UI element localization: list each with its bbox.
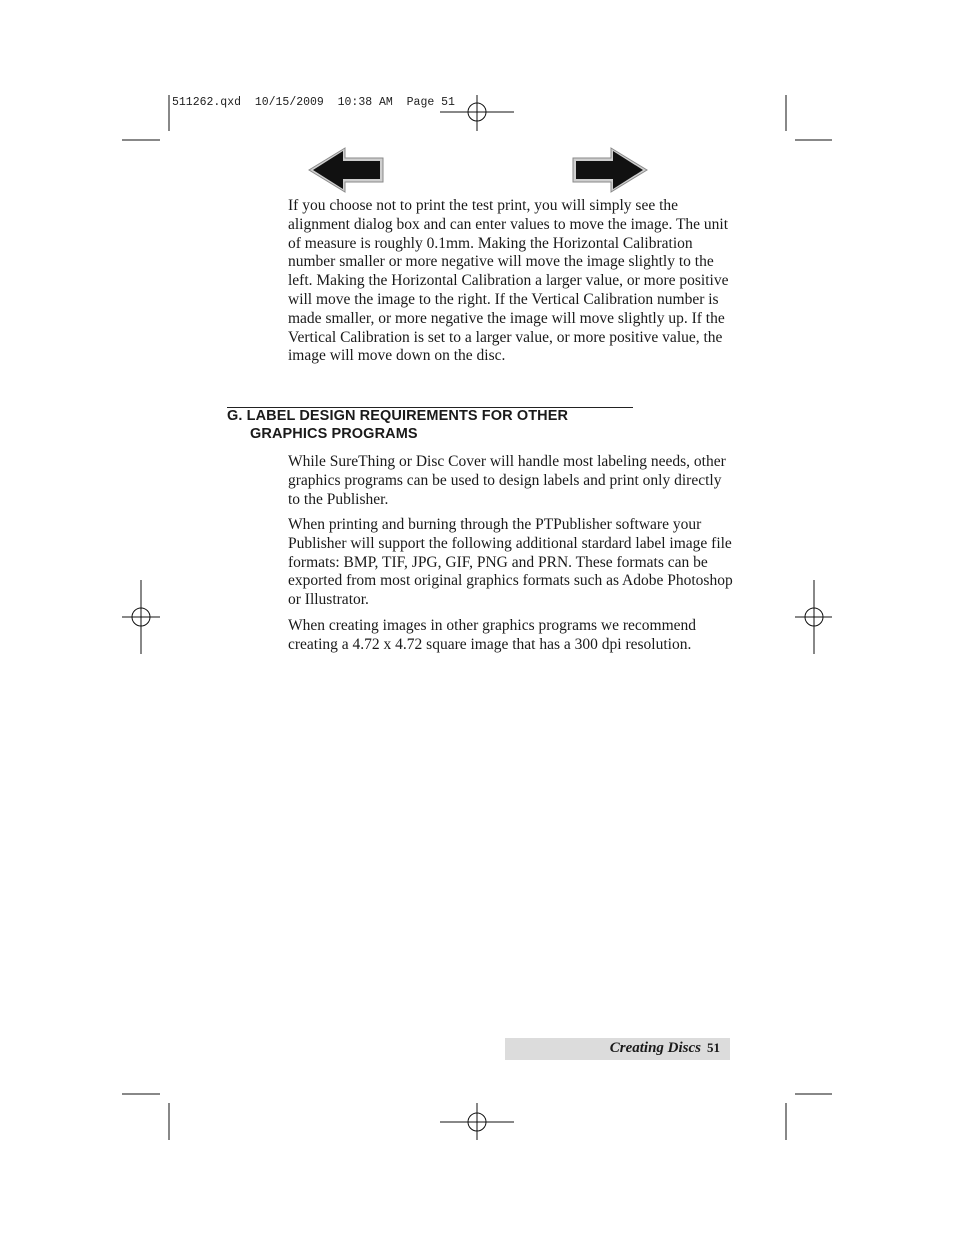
- footer-label: [610, 1040, 720, 1057]
- section-heading: [227, 408, 647, 443]
- right-arrow-icon: [573, 148, 647, 192]
- section-heading-line1: G. LABEL DESIGN REQUIREMENTS FOR OTHER: [227, 408, 569, 424]
- page-number: 51: [707, 1040, 720, 1055]
- page-footer: [505, 1038, 730, 1060]
- next-page-arrow[interactable]: [570, 146, 650, 194]
- print-slug: 511262.qxd 10/15/2009 10:38 AM Page 51: [172, 96, 455, 109]
- section-paragraph: When creating images in other graphics programs we recommend creating a 4.72 x 4.72 square image that has a 300 dpi resolution.: [288, 617, 697, 653]
- section-paragraph: When printing and burning through the PTPublisher software your Publisher will support the following additional stardard label image file formats: BMP, TIF, JPG, GIF, PNG and PRN. These formats can be exported from most original graphics formats such as Adobe Photoshop or Illustrator.: [288, 516, 733, 609]
- section-paragraph: While SureThing or Disc Cover will handle most labeling needs, other graphics programs can be used to design labels and print only directly to the Publisher.: [288, 453, 726, 508]
- section-heading-line2: GRAPHICS PROGRAMS: [250, 425, 418, 442]
- footer-section-name: Creating Discs: [609, 1040, 701, 1056]
- left-arrow-icon: [309, 148, 383, 192]
- previous-page-arrow[interactable]: [306, 146, 386, 194]
- intro-paragraph: If you choose not to print the test print, you will simply see the alignment dialog box and can enter values to move the image. The unit of measure is roughly 0.1mm. Making the Horizontal Calibration number smaller or more negative will move the image slightly to the left. Making the Horizontal Calibration a larger value, or more positive will move the image to the right. If the Vertical Calibration number is made smaller, or more negative the image will move slightly up. If the Vertical Calibration is set to a larger value, or more positive value, the image will move down on the disc.: [288, 197, 729, 365]
